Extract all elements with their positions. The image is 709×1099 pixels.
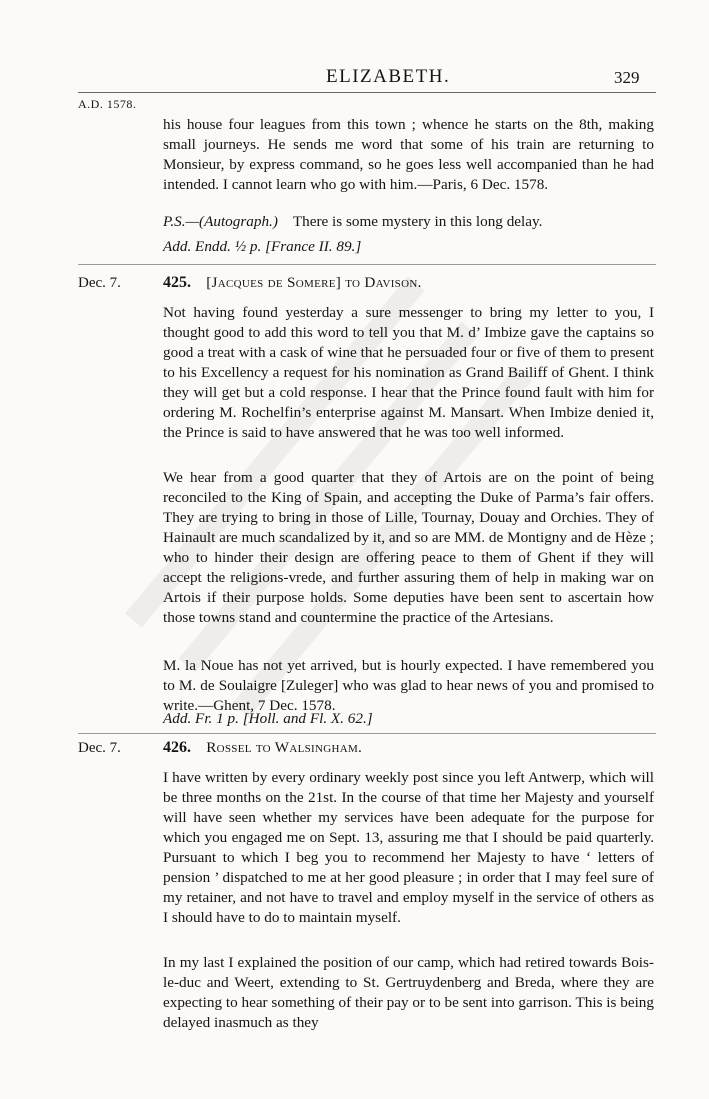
postscript-label: P.S.—(Autograph.): [163, 213, 278, 230]
archival-note-continuation: Add. Endd. ½ p. [France II. 89.]: [163, 238, 362, 255]
entry-paragraph: We hear from a good quarter that they of Artois are on the point of being reconciled to the King of Spain, and accepting the Duke of Parma’s fair offers. They are trying to bring in those of Lille, Tournay, Douay and Orchies. They of Hainault are much scandalized by it, and so are MM. de Montigny and de Hèze ; who to hinder their design are offering peace to them of Ghent if they will accept the religions-vrede, and further assuring them of help in making war on Artois if their purpose holds. Some deputies have been sent to ascertain how those towns stand and countermine the practice of the Artesians.: [163, 469, 654, 626]
section-rule: [78, 264, 656, 265]
entry-paragraph: I have written by every ordinary weekly post since you left Antwerp, which will be three months on the 21st. In the course of that time her Majesty and yourself will have seen whether my services have been adequate for the purpose for which you engaged me on Sept. 13, assuring me that I should be paid quarterly. Pursuant to which I beg you to recommend her Majesty to have ‘ letters of pension ’ dispatched to me at her good pleasure ; in order that I may feel sure of my retainer, and not have to travel and employ myself in the service of others as I should have to do to maintain myself.: [163, 769, 654, 926]
entry-date: Dec. 7.: [78, 740, 121, 756]
entry-date: Dec. 7.: [78, 275, 121, 291]
entry-paragraph: M. la Noue has not yet arrived, but is hourly expected. I have remembered you to M. de Soulaigre [Zuleger] who was glad to hear news of you and promised to write.—Ghent, 7 Dec. 1578.: [163, 657, 654, 714]
header-rule: [78, 92, 656, 93]
entry-paragraph: Not having found yesterday a sure messenger to bring my letter to you, I thought good to add this word to tell you that M. d’ Imbize gave the captains so good a treat with a cask of wine that he persuaded four or five of them to present to his Excellency a request for his nomination as Grand Bailiff of Ghent. I think they will get but a cold response. I hear that the Prince found fault with him for ordering M. Rochelfin’s enterprise against M. Mansart. When Imbize denied it, the Prince is said to have answered that he was too well informed.: [163, 304, 654, 441]
entry-heading: [163, 274, 422, 292]
entry-heading: [163, 739, 362, 757]
section-rule: [78, 733, 656, 734]
entry-number: 426.: [163, 739, 191, 756]
page-title: ELIZABETH.: [326, 66, 451, 87]
postscript: [163, 212, 542, 232]
continuation-paragraph: his house four leagues from this town ; whence he starts on the 8th, making small journeys. He sends me word that some of his train are returning to Monsieur, by express command, so he goes less well accompanied than he had intended. I cannot learn who go with him.—Paris, 6 Dec. 1578.: [163, 116, 654, 193]
entry-number: 425.: [163, 274, 191, 291]
postscript-text: There is some mystery in this long delay.: [292, 213, 543, 230]
entry-paragraph: In my last I explained the position of our camp, which had retired towards Bois-le-duc and Weert, extending to St. Gertruydenberg and Breda, where they are expecting to hear something of their pay or to be sent into garrison. This is being delayed inasmuch as they: [163, 954, 654, 1031]
page-number: 329: [614, 68, 640, 87]
running-head: [0, 66, 709, 90]
entry-title: Rossel to Walsingham.: [206, 739, 363, 756]
margin-year: A.D. 1578.: [78, 97, 137, 111]
archival-note: Add. Fr. 1 p. [Holl. and Fl. X. 62.]: [163, 710, 373, 727]
entry-title: [Jacques de Somere] to Davison.: [206, 274, 422, 291]
